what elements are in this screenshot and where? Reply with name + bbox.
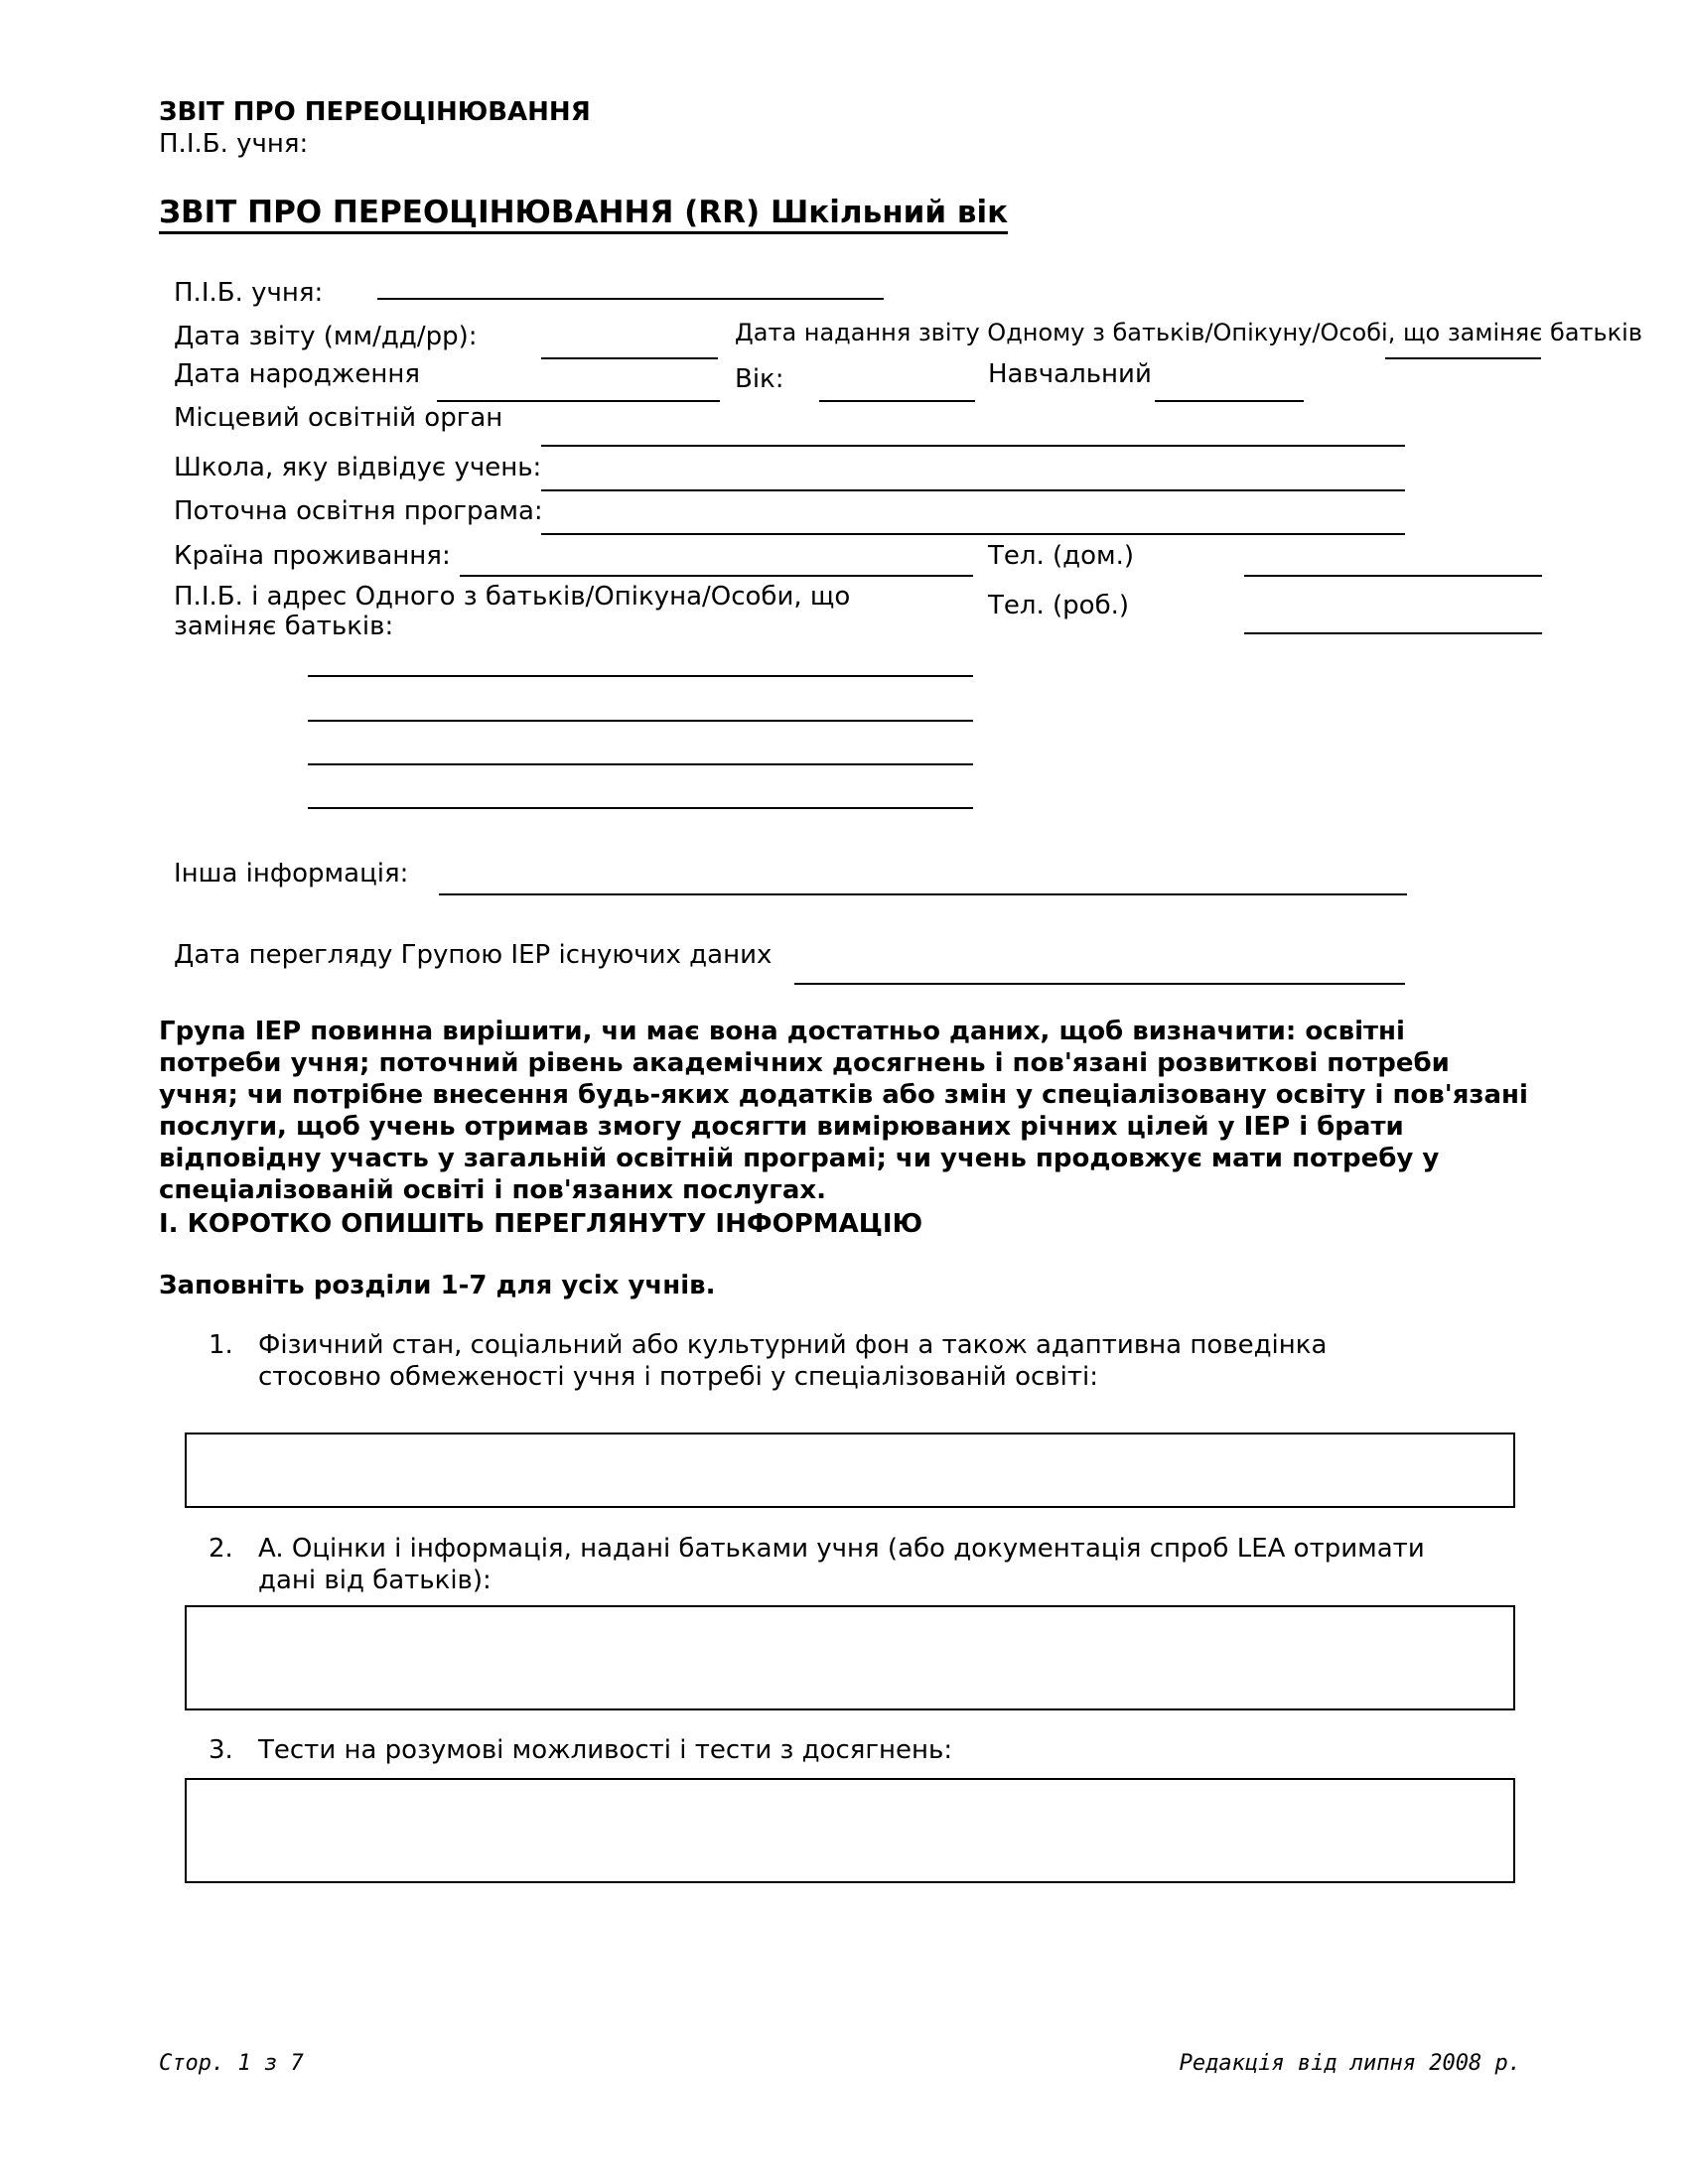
document-header-title: ЗВІТ ПРО ПЕРЕОЦІНЮВАННЯ	[159, 97, 591, 127]
school-year-label: Навчальний	[988, 359, 1152, 389]
footer-revision: Редакція від липня 2008 р.	[1179, 2051, 1521, 2076]
age-input-line[interactable]	[819, 400, 975, 402]
review-date-input-line[interactable]	[794, 983, 1405, 985]
item-1-answer-box[interactable]	[185, 1433, 1515, 1508]
item-text: A. Оцінки і інформація, надані батьками учня (або документація спроб LEA отримати дані від батьків):	[258, 1534, 1425, 1595]
lea-label: Місцевий освітній орган	[174, 403, 503, 433]
review-date-label: Дата перегляду Групою IEP існуючих даних	[174, 940, 773, 970]
school-label: Школа, яку відвідує учень:	[174, 453, 542, 482]
student-name-input-line[interactable]	[377, 298, 884, 300]
report-given-date-label: Дата надання звіту Одному з батьків/Опікуну/Особі, що заміняє батьків	[735, 319, 1642, 346]
footer-page-number: Стор. 1 з 7	[159, 2051, 304, 2076]
report-given-date-input-line[interactable]	[1385, 357, 1541, 359]
other-info-input-line[interactable]	[439, 893, 1407, 895]
report-date-label: Дата звіту (мм/дд/рр):	[174, 322, 478, 351]
phone-home-input-line[interactable]	[1244, 575, 1542, 577]
phone-work-label: Тел. (роб.)	[988, 591, 1130, 620]
instruction-text: Заповніть розділи 1-7 для усіх учнів.	[159, 1271, 716, 1300]
item-2-answer-box[interactable]	[185, 1605, 1515, 1710]
address-input-line-2[interactable]	[308, 720, 973, 722]
birth-date-label: Дата народження	[174, 359, 420, 389]
age-label: Вік:	[735, 364, 784, 394]
report-date-input-line[interactable]	[541, 357, 718, 359]
school-input-line[interactable]	[541, 489, 1405, 491]
phone-home-label: Тел. (дом.)	[988, 541, 1135, 571]
item-text: Тести на розумові можливості і тести з досягнень:	[258, 1735, 953, 1765]
address-input-line-1[interactable]	[308, 675, 973, 677]
address-input-line-4[interactable]	[308, 807, 973, 809]
student-name-label: П.І.Б. учня:	[174, 278, 324, 308]
school-year-input-line[interactable]	[1155, 400, 1304, 402]
item-number: 3.	[209, 1735, 233, 1765]
item-number: 1.	[209, 1330, 233, 1360]
country-label: Країна проживання:	[174, 541, 451, 571]
address-input-line-3[interactable]	[308, 763, 973, 765]
item-3-answer-box[interactable]	[185, 1778, 1515, 1883]
item-text: Фізичний стан, соціальний або культурний фон а також адаптивна поведінка стосовно обмеженості учня і потребі у спеціалізованій освіті:	[258, 1330, 1328, 1392]
other-info-label: Інша інформація:	[174, 859, 409, 888]
program-label: Поточна освітня програма:	[174, 496, 543, 526]
phone-work-input-line[interactable]	[1244, 632, 1542, 634]
section-heading: І. КОРОТКО ОПИШІТЬ ПЕРЕГЛЯНУТУ ІНФОРМАЦІЮ	[159, 1209, 923, 1239]
birth-date-input-line[interactable]	[437, 400, 720, 402]
parent-name-address-label: П.І.Б. і адрес Одного з батьків/Опікуна/Особи, що заміняє батьків:	[174, 582, 851, 641]
intro-paragraph: Група IEP повинна вирішити, чи має вона достатньо даних, щоб визначити: освітні потреби учня; поточний рівень академічних досягнень і пов'язані розвиткові потреби учня; чи потрібне внесення будь-яких додатків або змін у спеціалізовану освіту і пов'язані послуги, щоб учень отримав змогу досягти вимірюваних річних цілей у IEP і брати відповідну участь у загальній освітній програмі; чи учень продовжує мати потребу у спеціалізованій освіті і пов'язаних послугах.	[159, 1017, 1528, 1205]
header-student-name-label: П.І.Б. учня:	[159, 129, 309, 159]
lea-input-line[interactable]	[541, 445, 1405, 447]
item-number: 2.	[209, 1534, 233, 1564]
form-title: ЗВІТ ПРО ПЕРЕОЦІНЮВАННЯ (RR) Шкільний вік	[159, 195, 1008, 234]
country-input-line[interactable]	[460, 575, 973, 577]
program-input-line[interactable]	[541, 533, 1405, 535]
